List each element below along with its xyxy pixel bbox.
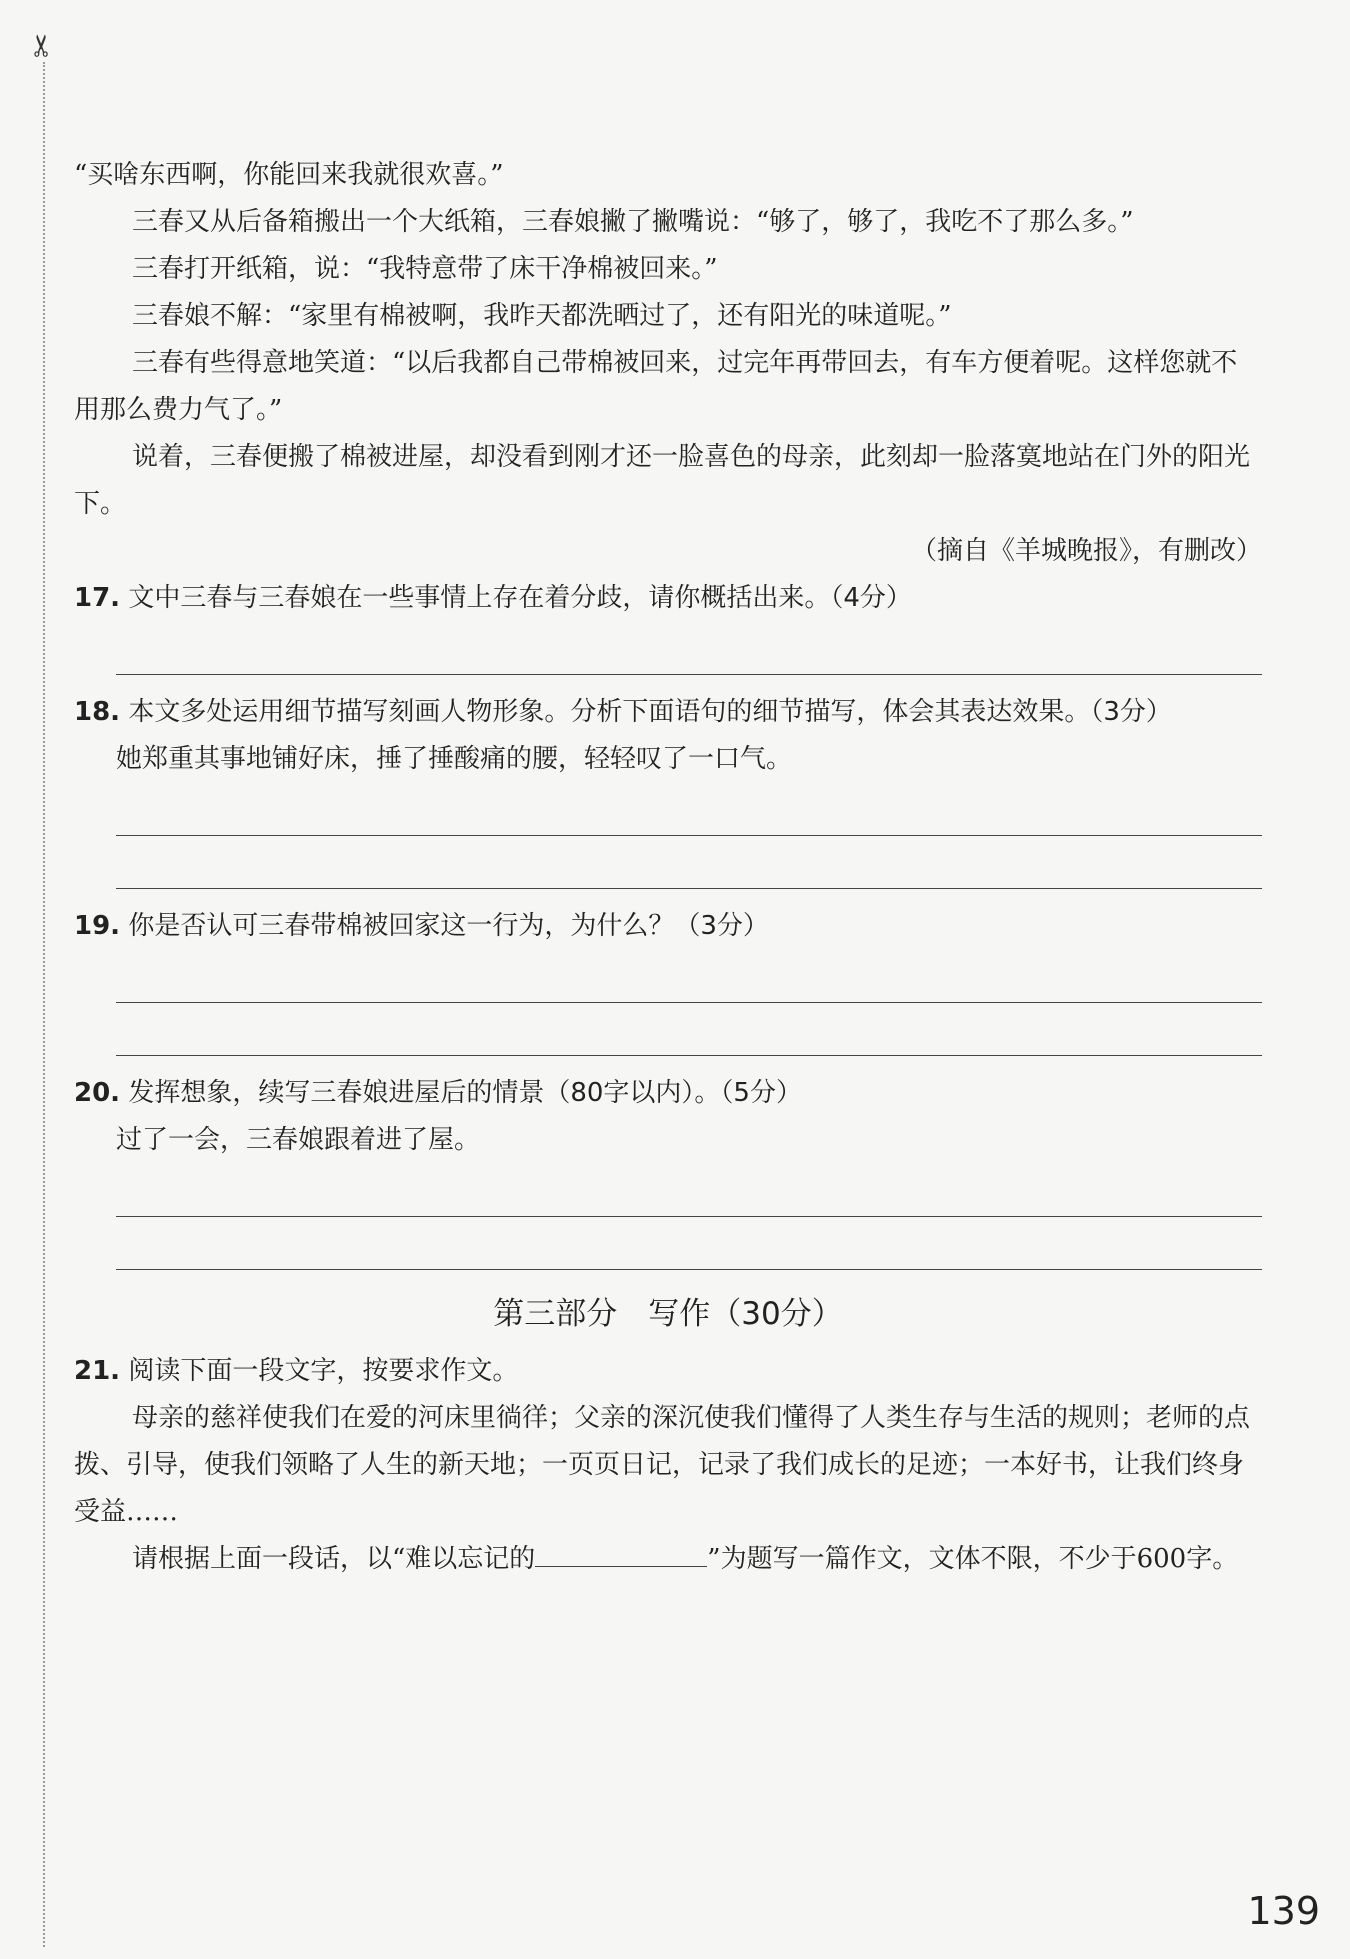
answer-line[interactable]: [116, 783, 1262, 836]
question-19: [74, 903, 1262, 950]
instruction-after: ”为题写一篇作文，文体不限，不少于600字。: [707, 1544, 1239, 1574]
writing-instruction: [74, 1536, 1262, 1583]
passage-source: （摘自《羊城晚报》，有删改）: [910, 536, 1262, 566]
scissors-icon: ✂: [25, 32, 61, 59]
answer-line[interactable]: [116, 836, 1262, 889]
question-18: [74, 689, 1262, 736]
page-number: 139: [1247, 1889, 1320, 1933]
answer-line[interactable]: [116, 622, 1262, 675]
passage-paragraph-2: 三春又从后备箱搬出一个大纸箱，三春娘撇了撇嘴说：“够了，够了，我吃不了那么多。”: [132, 207, 1134, 237]
question-number: 18.: [74, 697, 121, 727]
cut-line: [43, 62, 45, 1947]
question-number: 17.: [74, 583, 121, 613]
title-blank[interactable]: [535, 1540, 707, 1567]
passage-paragraph-3: 三春打开纸箱，说：“我特意带了床干净棉被回来。”: [132, 254, 718, 284]
passage-paragraph-5: 三春有些得意地笑道：“以后我都自己带棉被回来，过完年再带回去，有车方便着呢。这样您就不用那么费力气了。”: [74, 348, 1238, 425]
answer-line[interactable]: [116, 1003, 1262, 1056]
question-20-prompt: 过了一会，三春娘跟着进了屋。: [116, 1125, 481, 1155]
question-number: 20.: [74, 1078, 121, 1108]
page-content: [74, 152, 1262, 1583]
section-title: 第三部分 写作（30分）: [493, 1296, 843, 1332]
passage-paragraph-6: 说着，三春便搬了棉被进屋，却没看到刚才还一脸喜色的母亲，此刻却一脸落寞地站在门外的阳光下。: [74, 442, 1251, 519]
question-text: 文中三春与三春娘在一些事情上存在着分歧，请你概括出来。（4分）: [128, 583, 912, 613]
question-18-quote: 她郑重其事地铺好床，捶了捶酸痛的腰，轻轻叹了一口气。: [116, 744, 793, 774]
question-number: 19.: [74, 911, 121, 941]
question-21: [74, 1348, 1262, 1395]
answer-line[interactable]: [116, 950, 1262, 1003]
passage-paragraph-4: 三春娘不解：“家里有棉被啊，我昨天都洗晒过了，还有阳光的味道呢。”: [132, 301, 952, 331]
question-number: 21.: [74, 1356, 121, 1386]
answer-line[interactable]: [116, 1217, 1262, 1270]
question-text: 本文多处运用细节描写刻画人物形象。分析下面语句的细节描写，体会其表达效果。（3分）: [128, 697, 1172, 727]
passage-paragraph-1: “买啥东西啊，你能回来我就很欢喜。”: [74, 160, 504, 190]
question-text: 阅读下面一段文字，按要求作文。: [128, 1356, 519, 1386]
question-text: 你是否认可三春带棉被回家这一行为，为什么？（3分）: [128, 911, 769, 941]
question-17: [74, 575, 1262, 622]
instruction-before: 请根据上面一段话，以“难以忘记的: [132, 1544, 536, 1574]
answer-line[interactable]: [116, 1164, 1262, 1217]
writing-material: 母亲的慈祥使我们在爱的河床里徜徉；父亲的深沉使我们懂得了人类生存与生活的规则；老师的点拨、引导，使我们领略了人生的新天地；一页页日记，记录了我们成长的足迹；一本好书，让我们终身受益……: [74, 1403, 1251, 1527]
question-20: [74, 1070, 1262, 1117]
question-text: 发挥想象，续写三春娘进屋后的情景（80字以内）。（5分）: [128, 1078, 802, 1108]
